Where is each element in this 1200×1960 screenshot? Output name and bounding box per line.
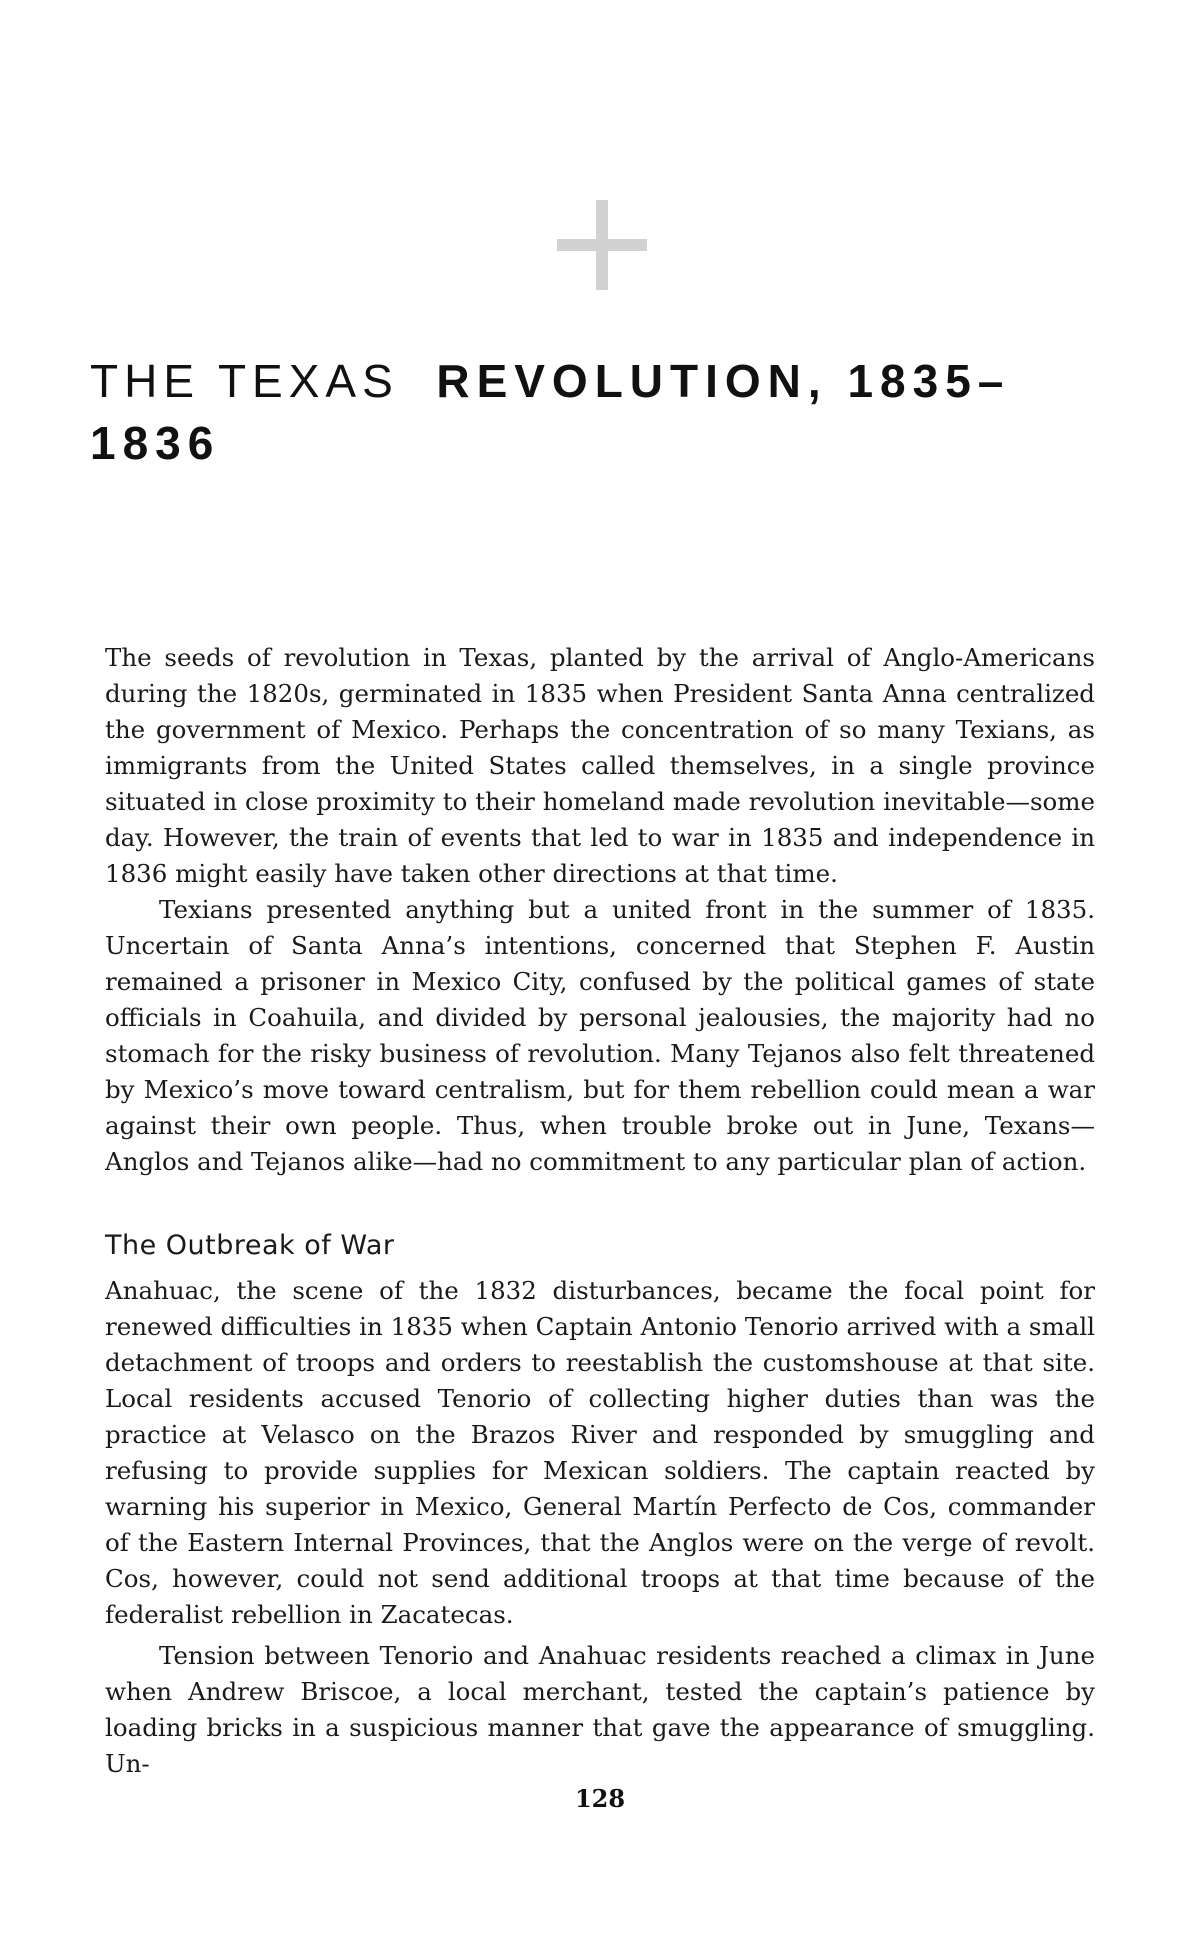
chapter-title-bold: REVOLUTION, 1835–1836 (90, 355, 1011, 469)
body-paragraph: Anahuac, the scene of the 1832 disturbances, became the focal point for renewed difficulties in 1835 when Captain Antonio Tenorio arrived with a small detachment of troops and orders to reestablish the customshouse at that site. Local residents accused Tenorio of collecting higher duties than was the practice at Velasco on the Brazos River and responded by smuggling and refusing to provide supplies for Mexican soldiers. The captain reacted by warning his superior in Mexico, General Martín Perfecto de Cos, commander of the Eastern Internal Provinces, that the Anglos were on the verge of revolt. Cos, however, could not send additional troops at that time because of the federalist rebellion in Zacatecas. (105, 1276, 1095, 1629)
chapter-title (90, 350, 1090, 474)
section-heading: The Outbreak of War (105, 1230, 395, 1261)
body-paragraph: Tension between Tenorio and Anahuac residents reached a climax in June when Andrew Briscoe, a local merchant, tested the captain’s patience by loading bricks in a suspicious manner that gave the appearance of smuggling. Un- (105, 1641, 1095, 1778)
plus-ornament-icon (557, 200, 647, 290)
body-paragraph: The seeds of revolution in Texas, planted by the arrival of Anglo-Americans during the 1820s, germinated in 1835 when President Santa Anna centralized the government of Mexico. Perhaps the concentration of so many Texians, as immigrants from the United States called themselves, in a single province situated in close proximity to their homeland made revolution inevitable—some day. However, the train of events that led to war in 1835 and independence in 1836 might easily have taken other directions at that time. (105, 643, 1095, 888)
chapter-title-light: THE TEXAS (90, 355, 399, 407)
page-number: 128 (574, 1784, 626, 1813)
body-paragraph: Texians presented anything but a united front in the summer of 1835. Uncertain of Santa Anna’s intentions, concerned that Stephen F. Austin remained a prisoner in Mexico City, confused by the political games of state officials in Coahuila, and divided by personal jealousies, the majority had no stomach for the risky business of revolution. Many Tejanos also felt threatened by Mexico’s move toward centralism, but for them rebellion could mean a war against their own people. Thus, when trouble broke out in June, Texans—Anglos and Tejanos alike—had no commitment to any particular plan of action. (105, 895, 1095, 1176)
